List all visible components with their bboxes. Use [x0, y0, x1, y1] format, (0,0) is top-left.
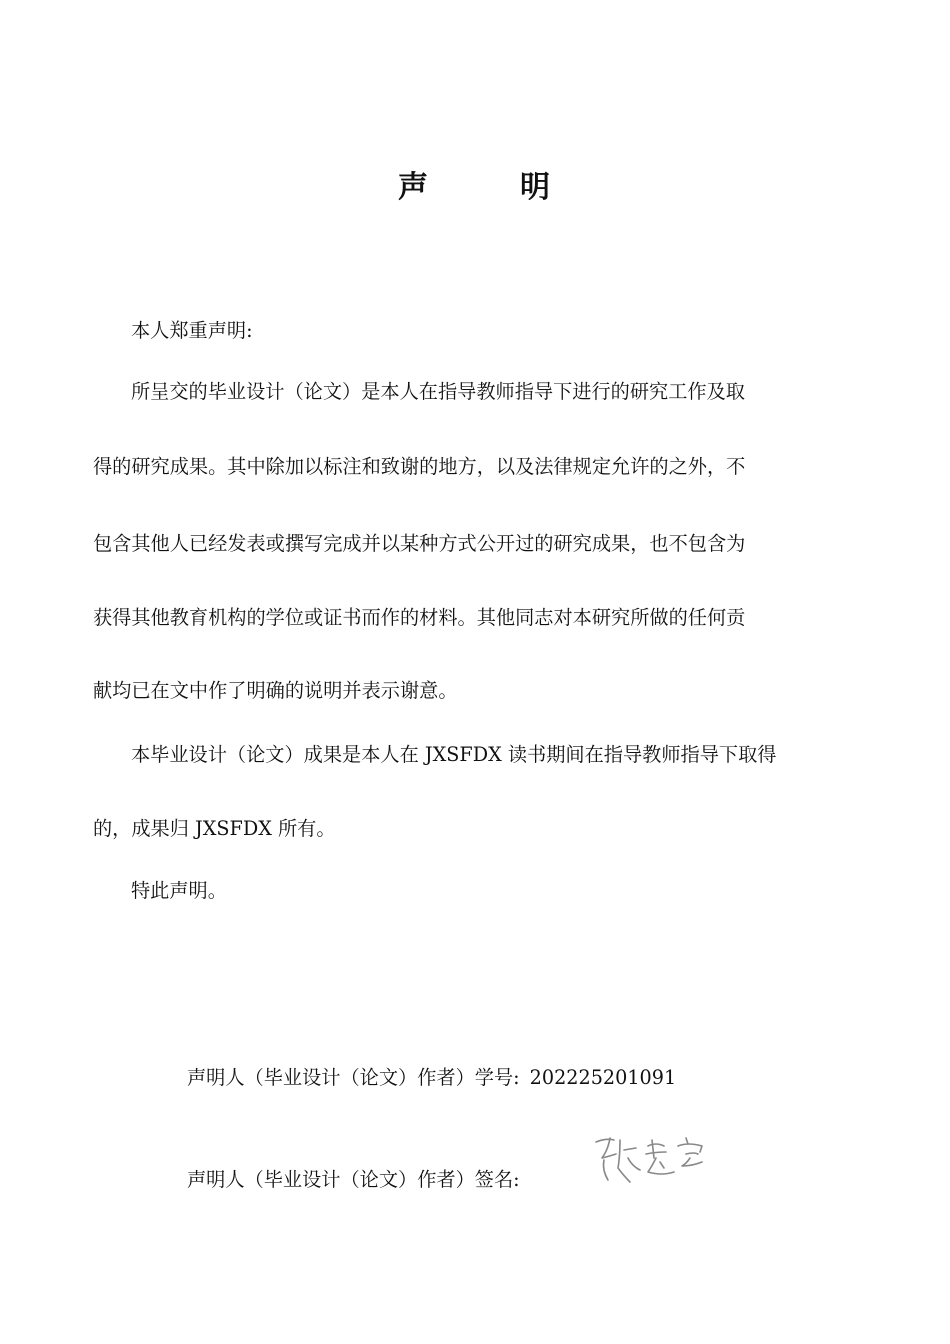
signature-label: 声明人（毕业设计（论文）作者）签名:	[187, 1168, 520, 1191]
paragraph-1-line-1: 所呈交的毕业设计（论文）是本人在指导教师指导下进行的研究工作及取	[131, 380, 745, 403]
signature-line	[187, 1165, 520, 1195]
paragraph-2-line-2: 的，成果归 JXSFDX 所有。	[93, 817, 336, 840]
handwritten-signature	[590, 1132, 720, 1192]
paragraph-1-line-4: 获得其他教育机构的学位或证书而作的材料。其他同志对本研究所做的任何贡	[93, 606, 746, 629]
title-char-1: 声	[398, 170, 430, 205]
paragraph-1-line-3: 包含其他人已经发表或撰写完成并以某种方式公开过的研究成果，也不包含为	[93, 532, 746, 555]
page-title	[0, 168, 950, 208]
student-id-value: 202225201091	[529, 1066, 677, 1089]
paragraph-1-line-5: 献均已在文中作了明确的说明并表示谢意。	[93, 679, 458, 702]
title-char-2: 明	[520, 170, 552, 205]
student-id-line	[187, 1063, 676, 1093]
paragraph-1-line-2: 得的研究成果。其中除加以标注和致谢的地方，以及法律规定允许的之外，不	[93, 455, 746, 478]
closing-statement: 特此声明。	[131, 879, 227, 902]
paragraph-2-line-1: 本毕业设计（论文）成果是本人在 JXSFDX 读书期间在指导教师指导下取得	[131, 743, 777, 766]
student-id-label: 声明人（毕业设计（论文）作者）学号:	[187, 1066, 520, 1089]
opening-statement: 本人郑重声明:	[131, 319, 253, 342]
